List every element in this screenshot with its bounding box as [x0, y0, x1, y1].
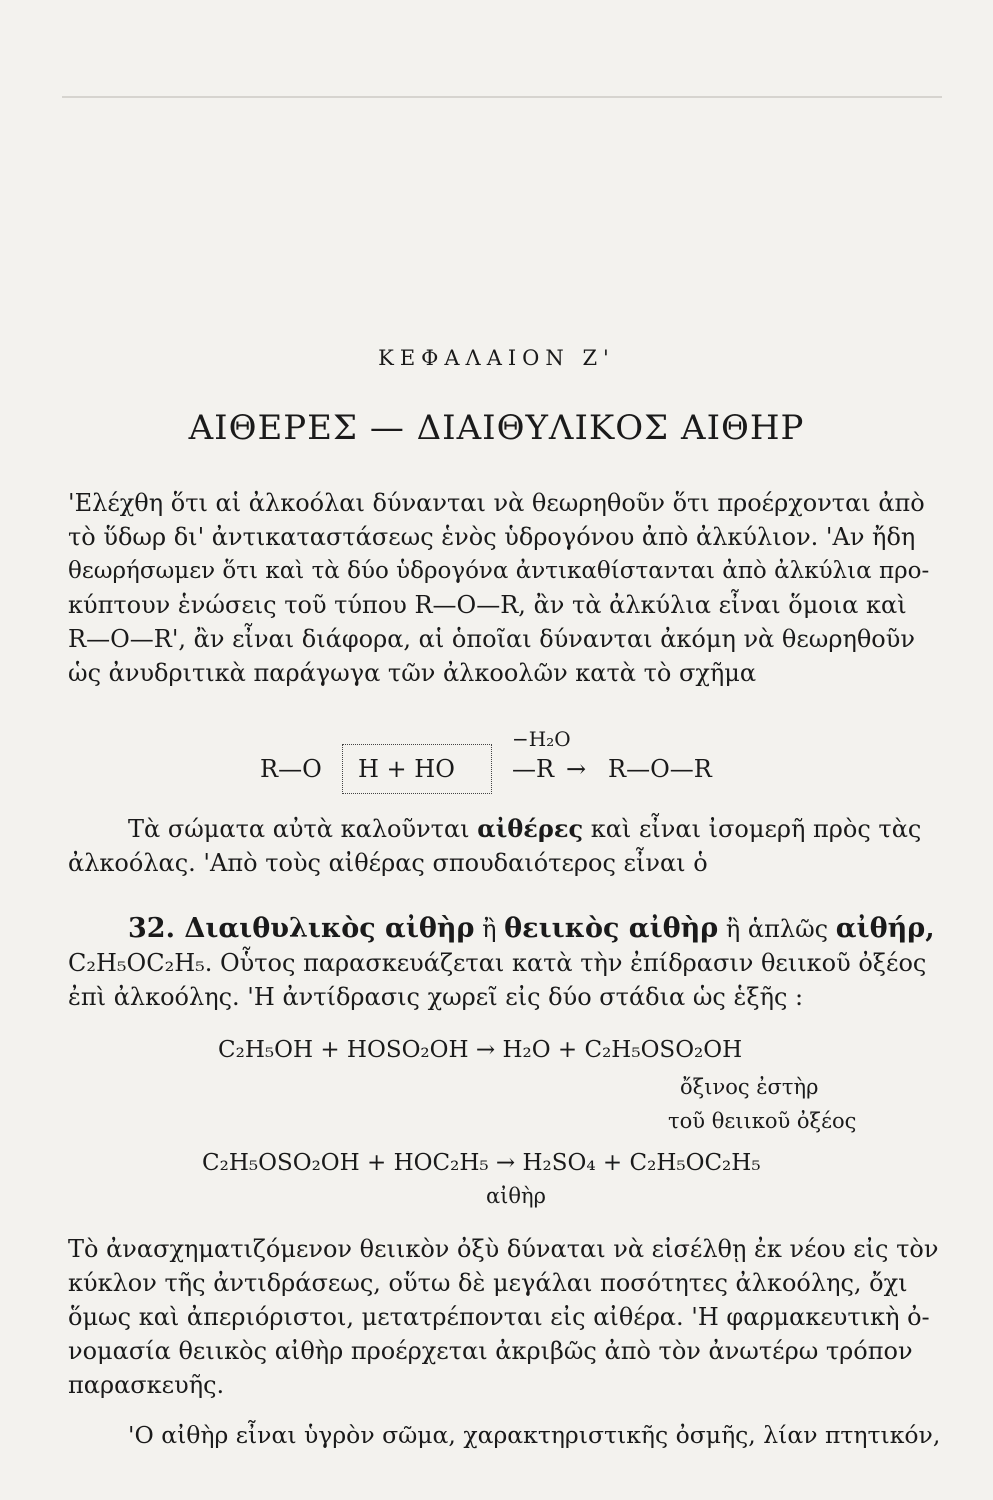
- scheme-condition: −H₂O: [512, 727, 571, 751]
- chapter-label: ΚΕΦΑΛΑΙΟΝ Ζ': [378, 346, 615, 370]
- text-line: κύπτουν ἑνώσεις τοῦ τύπου R—O—R, ἂν τὰ ἀλκύλια εἶναι ὅμοια καὶ: [68, 591, 907, 619]
- scheme-boxed: H + HO: [358, 755, 455, 783]
- reaction-2-label: αἰθὴρ: [486, 1184, 546, 1208]
- text-line: κύκλον τῆς ἀντιδράσεως, οὕτω δὲ μεγάλαι ποσότητες ἀλκοόλης, ὄχι: [68, 1269, 908, 1297]
- text-line-content: 'Ελέχθη ὅτι αἱ ἀλκοόλαι δύνανται νὰ θεωρηθοῦν ὅτι προέρχονται ἀπὸ: [68, 489, 925, 517]
- text-line: [68, 812, 944, 846]
- reaction-2: C₂H₅OSO₂OH + HOC₂H₅ → H₂SO₄ + C₂H₅OC₂H₅: [202, 1150, 761, 1176]
- text-line: ὅμως καὶ ἀπεριόριστοι, μετατρέπονται εἰς αἰθέρα. 'Η φαρμακευτικὴ ὀ-: [68, 1303, 930, 1331]
- text-line: νομασία θειικὸς αἰθὴρ προέρχεται ἀκριβῶς ἀπὸ τὸν ἀνωτέρω τρόπον: [68, 1337, 913, 1365]
- text-line: ἐπὶ ἀλκοόλης. 'Η ἀντίδρασις χωρεῖ εἰς δύο στάδια ὡς ἑξῆς :: [68, 983, 804, 1011]
- section-32: [68, 912, 944, 1014]
- text-line: R—O—R', ἂν εἶναι διάφορα, αἱ ὁποῖαι δύνανται ἀκόμη νὰ θεωρηθοῦν: [68, 625, 915, 653]
- scheme-right: —R: [512, 755, 555, 783]
- text-line: ἀλκοόλας. 'Απὸ τοὺς αἰθέρας σπουδαιότερος εἶναι ὁ: [68, 849, 708, 877]
- ethers-paragraph: [68, 812, 944, 880]
- text-line: θεωρήσωμεν ὅτι καὶ τὰ δύο ὑδρογόνα ἀντικαθίστανται ἀπὸ ἀλκύλια προ-: [68, 558, 930, 584]
- chapter-title: ΑΙΘΕΡΕΣ — ΔΙΑΙΘΥΛΙΚΟΣ ΑΙΘΗΡ: [188, 408, 805, 448]
- section-alt-name-2: αἰθήρ,: [835, 913, 935, 944]
- scheme-left: R—O: [260, 755, 322, 783]
- text-line: ὡς ἀνυδριτικὰ παράγωγα τῶν ἀλκοολῶν κατὰ τὸ σχῆμα: [68, 659, 757, 687]
- text-span: ἢ: [482, 915, 497, 943]
- text-line: C₂H₅OC₂H₅. Οὗτος παρασκευάζεται κατὰ τὴν ἐπίδρασιν θειικοῦ ὀξέος: [68, 949, 927, 977]
- text-line: τὸ ὕδωρ δι' ἀντικαταστάσεως ἑνὸς ὑδρογόνου ἀπὸ ἀλκύλιον. 'Αν ἤδη: [68, 523, 916, 551]
- scheme-arrow: →: [566, 755, 587, 783]
- text-line: 'Ο αἰθὴρ εἶναι ὑγρὸν σῶμα, χαρακτηριστικῆς ὀσμῆς, λίαν πτητικόν,: [128, 1421, 941, 1449]
- text-span: Τὰ σώματα αὐτὰ καλοῦνται: [128, 815, 470, 843]
- text-line: παρασκευῆς.: [68, 1371, 225, 1399]
- header-rule: [62, 96, 942, 98]
- scheme-product: R—O—R: [608, 755, 712, 783]
- section-alt-name: θειικὸς αἰθὴρ: [504, 913, 719, 944]
- text-line: [68, 486, 944, 520]
- section-heading-line: [68, 912, 944, 946]
- last-paragraph: [68, 1418, 944, 1452]
- term-ethers: αἰθέρες: [477, 814, 584, 843]
- intro-paragraph: [68, 486, 944, 690]
- text-span: καὶ εἶναι ἰσομερῆ πρὸς τὰς: [590, 815, 922, 843]
- text-line: Τὸ ἀνασχηματιζόμενον θειικὸν ὀξὺ δύναται νὰ εἰσέλθῃ ἐκ νέου εἰς τὸν: [68, 1235, 939, 1263]
- closing-paragraph: [68, 1232, 944, 1402]
- reaction-1: C₂H₅OH + HOSO₂OH → H₂O + C₂H₅OSO₂OH: [218, 1037, 743, 1063]
- reaction-1-label-2: τοῦ θειικοῦ ὀξέος: [668, 1109, 857, 1133]
- section-heading: 32. Διαιθυλικὸς αἰθὴρ: [128, 913, 475, 944]
- text-span: ἢ ἁπλῶς: [725, 915, 829, 943]
- reaction-1-label-1: ὄξινος ἐστὴρ: [680, 1075, 819, 1099]
